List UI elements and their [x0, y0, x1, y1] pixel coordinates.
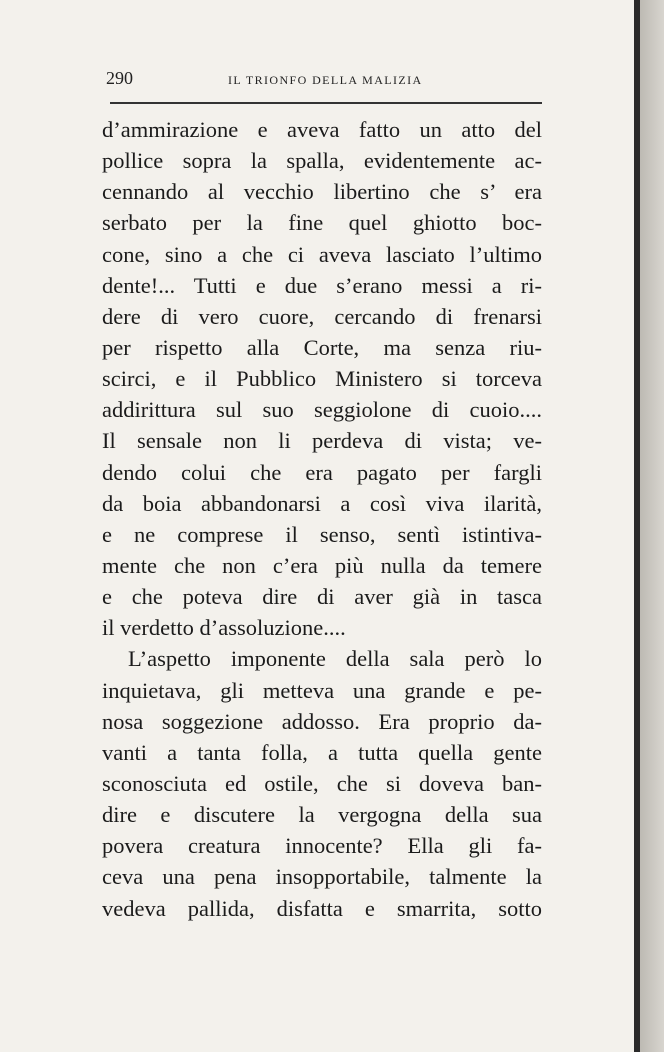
- text-line: sconosciuta ed ostile, che si doveva ban-: [102, 770, 542, 796]
- text-line: serbato per la fine quel ghiotto boc-: [102, 210, 542, 236]
- text-line: e che poteva dire di aver già in tasca: [102, 584, 542, 610]
- paragraph-start-line: L’aspetto imponente della sala però lo: [128, 646, 542, 672]
- text-line: d’ammirazione e aveva fatto un atto del: [102, 117, 542, 142]
- text-line: mente che non c’era più nulla da temere: [102, 552, 542, 578]
- text-line: pollice sopra la spalla, evidentemente ac-: [102, 148, 542, 174]
- body-text: [102, 114, 542, 924]
- text-line: dere di vero cuore, cercando di frenarsi: [102, 303, 542, 329]
- text-line: cennando al vecchio libertino che s’ era: [102, 179, 542, 205]
- text-line: vedeva pallida, disfatta e smarrita, sotto: [102, 895, 542, 921]
- running-title: IL TRIONFO DELLA MALIZIA: [228, 73, 423, 87]
- binding-shadow: [640, 0, 664, 1052]
- text-line: ceva una pena insopportabile, talmente la: [102, 864, 542, 890]
- text-line: scirci, e il Pubblico Ministero si torceva: [102, 366, 542, 392]
- text-line: nosa soggezione addosso. Era proprio da-: [102, 708, 542, 734]
- text-line: e ne comprese il senso, sentì istintiva-: [102, 521, 542, 547]
- text-line: vanti a tanta folla, a tutta quella gente: [102, 739, 542, 765]
- text-line: Il sensale non li perdeva di vista; ve-: [102, 428, 542, 454]
- text-line: dire e discutere la vergogna della sua: [102, 802, 542, 828]
- page-header: [106, 68, 542, 94]
- paragraph-end-line: il verdetto d’assoluzione....: [102, 615, 346, 641]
- text-line: per rispetto alla Corte, ma senza riu-: [102, 334, 542, 360]
- text-line: dendo colui che era pagato per fargli: [102, 459, 542, 485]
- page-number: 290: [106, 68, 133, 88]
- text-line: dente!... Tutti e due s’erano messi a ri-: [102, 272, 542, 298]
- text-line: cone, sino a che ci aveva lasciato l’ultimo: [102, 241, 542, 267]
- text-line: addirittura sul suo seggiolone di cuoio....: [102, 397, 542, 423]
- text-line: inquietava, gli metteva una grande e pe-: [102, 677, 542, 703]
- header-rule: [110, 102, 542, 104]
- text-line: da boia abbandonarsi a così viva ilarità,: [102, 490, 542, 516]
- text-line: povera creatura innocente? Ella gli fa-: [102, 833, 542, 859]
